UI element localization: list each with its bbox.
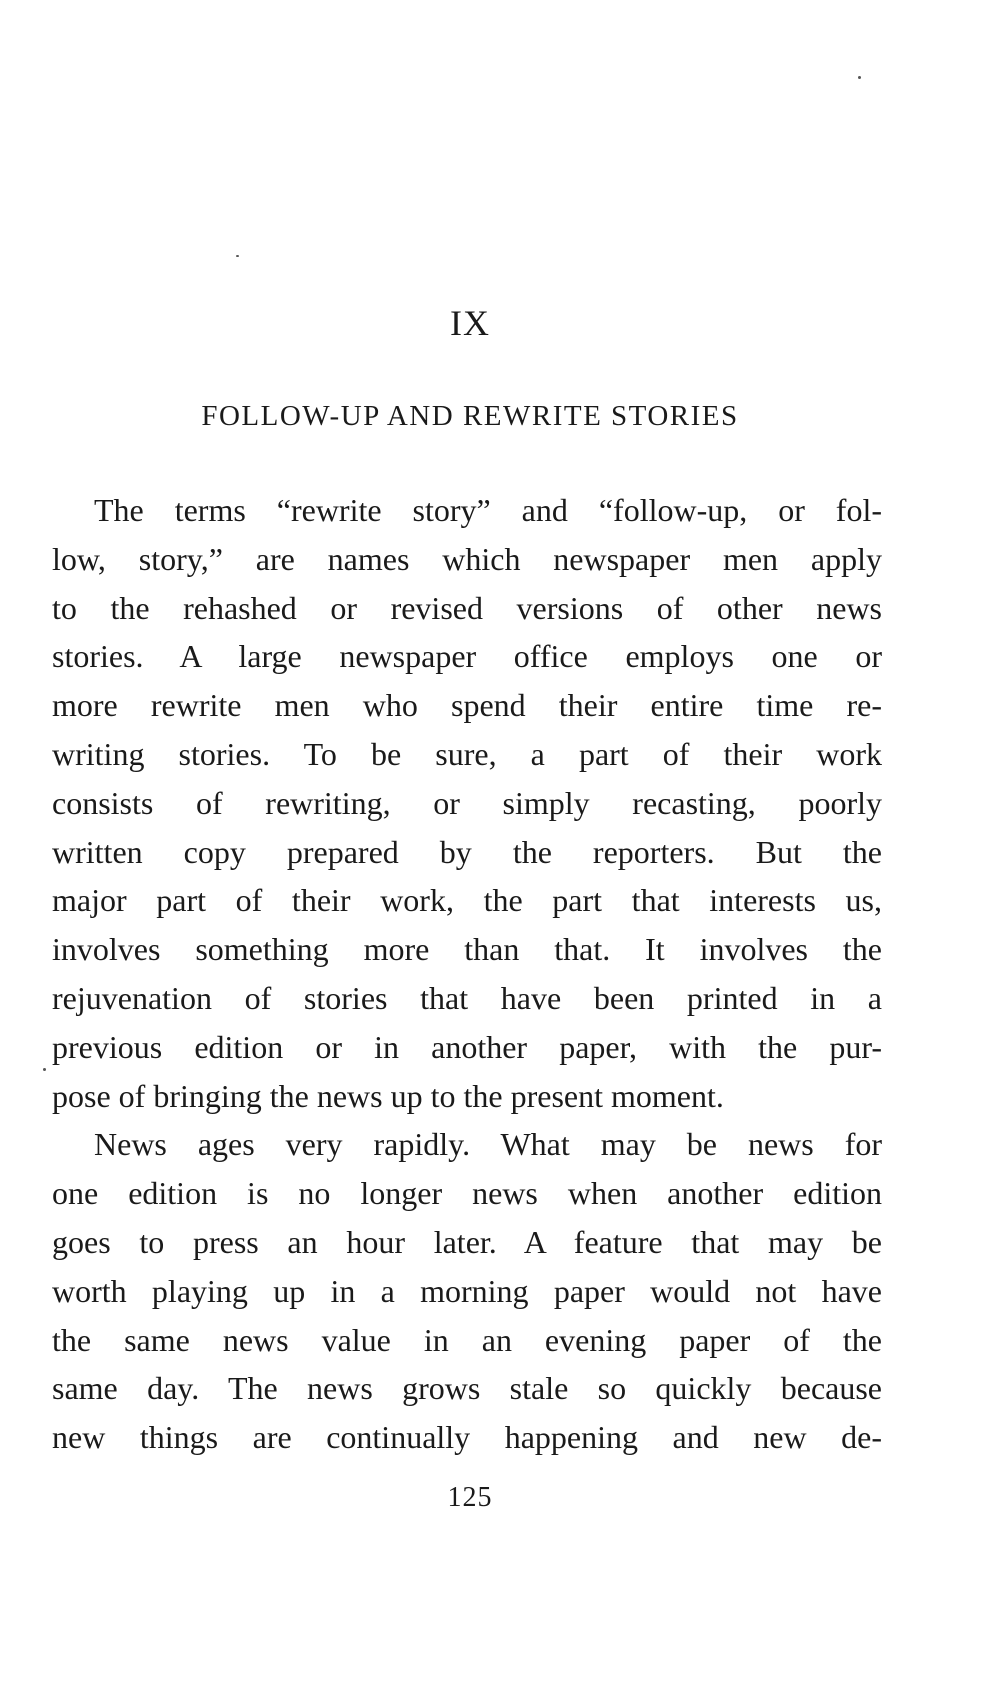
body-text xyxy=(52,486,882,1462)
ink-speck xyxy=(858,76,861,79)
text-line: one edition is no longer news when another edition xyxy=(52,1175,882,1212)
text-line: rejuvenation of stories that have been printed in a xyxy=(52,979,882,1016)
paragraph-1 xyxy=(52,486,882,1120)
text-line: more rewrite men who spend their entire time re- xyxy=(52,687,882,724)
text-line: stories. A large newspaper office employs one or xyxy=(52,638,882,675)
text-line: goes to press an hour later. A feature that may be xyxy=(52,1223,882,1260)
ink-speck xyxy=(236,255,239,257)
text-line: same day. The news grows stale so quickly because xyxy=(52,1370,882,1407)
text-line: the same news value in an evening paper of the xyxy=(52,1321,882,1358)
chapter-title: FOLLOW-UP AND REWRITE STORIES xyxy=(201,400,739,432)
text-line: The terms “rewrite story” and “follow-up, or fol- xyxy=(94,492,882,528)
text-line: low, story,” are names which newspaper men apply xyxy=(52,540,882,577)
text-line: previous edition or in another paper, with the pur- xyxy=(52,1028,882,1065)
text-line: major part of their work, the part that interests us, xyxy=(52,882,882,919)
paragraph-2 xyxy=(52,1120,882,1462)
text-line: new things are continually happening and new de- xyxy=(52,1419,882,1456)
text-line: pose of bringing the news up to the present moment. xyxy=(52,1077,724,1114)
chapter-number: IX xyxy=(450,303,490,343)
ink-speck xyxy=(43,1068,46,1071)
text-line: writing stories. To be sure, a part of their work xyxy=(52,735,882,772)
text-line: to the rehashed or revised versions of other news xyxy=(52,589,882,626)
text-line: worth playing up in a morning paper would not have xyxy=(52,1272,882,1309)
text-line: involves something more than that. It involves the xyxy=(52,931,882,968)
page-number: 125 xyxy=(447,1482,493,1513)
text-line: written copy prepared by the reporters. But the xyxy=(52,833,882,870)
text-line: consists of rewriting, or simply recasting, poorly xyxy=(52,784,882,821)
text-line: News ages very rapidly. What may be news for xyxy=(94,1126,882,1163)
